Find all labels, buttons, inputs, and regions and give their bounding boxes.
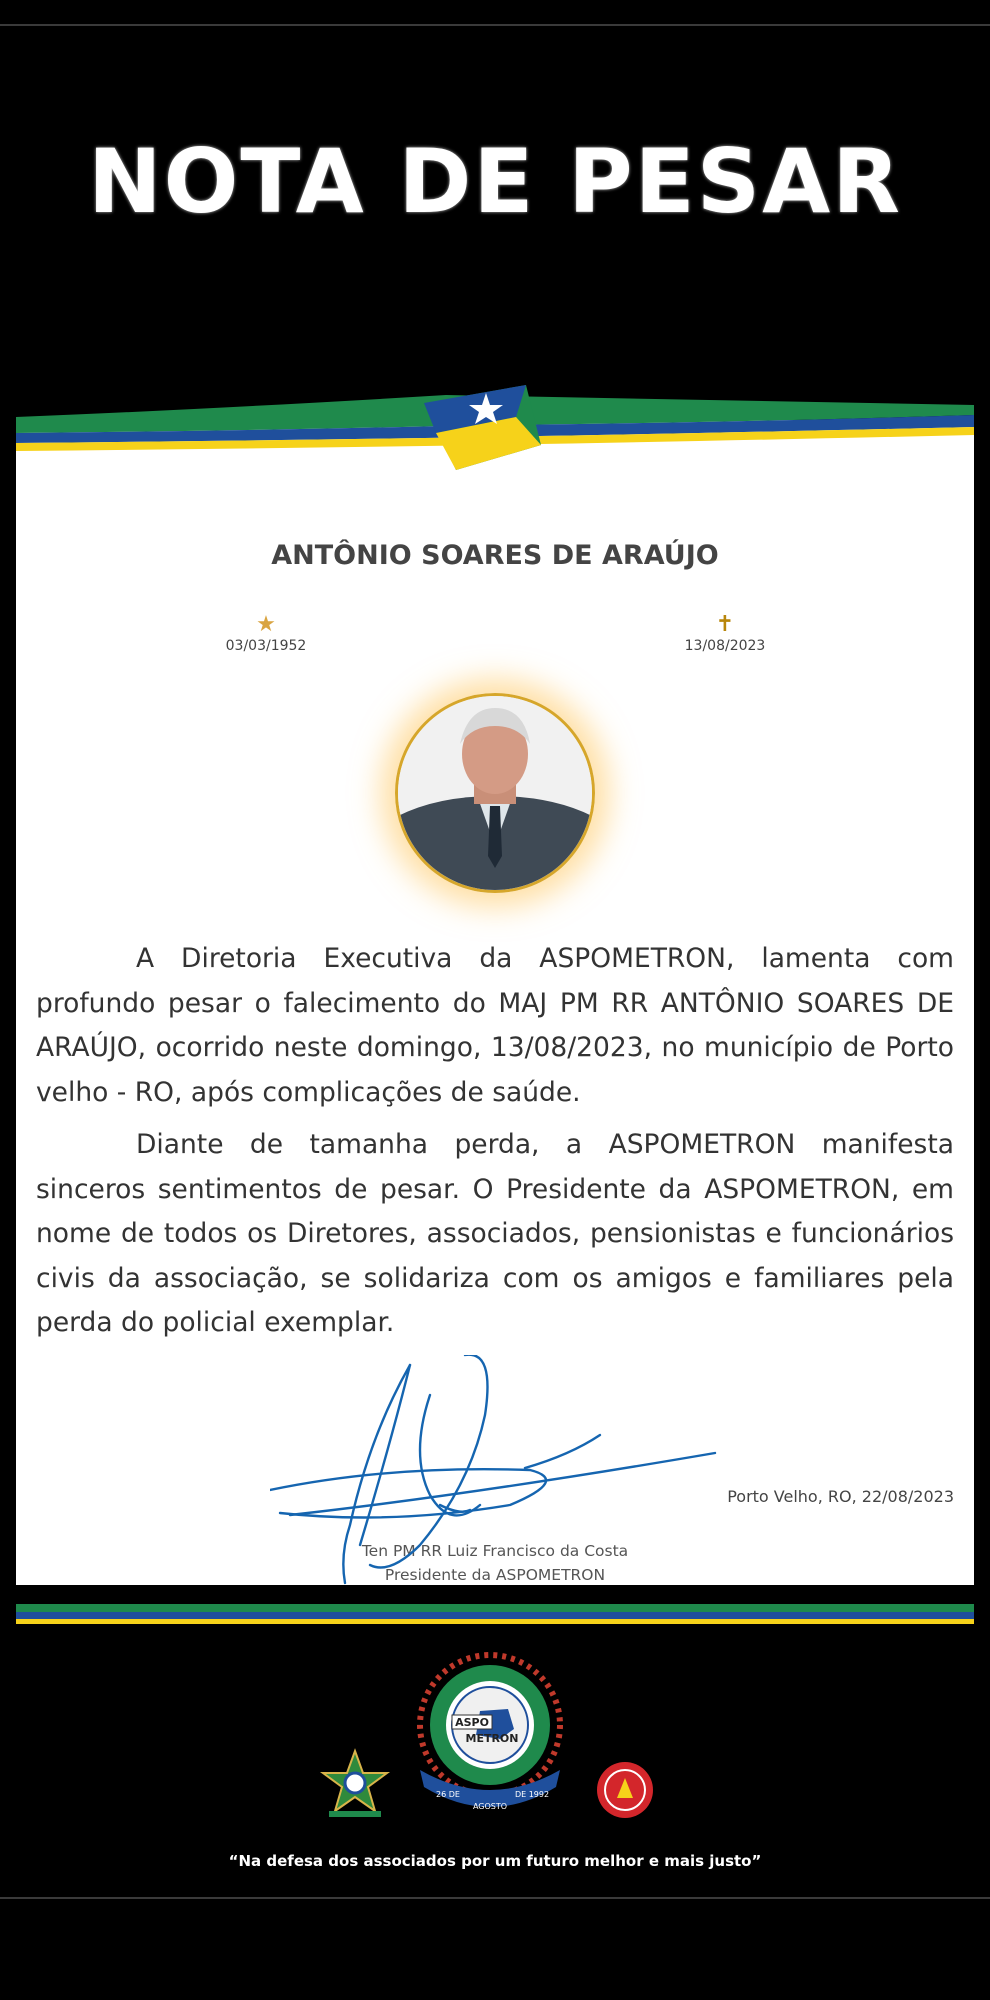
cross-icon: ✝ bbox=[715, 612, 735, 637]
place-and-date: Porto Velho, RO, 22/08/2023 bbox=[727, 1487, 954, 1506]
paragraph-2: Diante de tamanha perda, a ASPOMETRON manifesta sinceros sentimentos de pesar. O Presidente da ASPOMETRON, em nome de todos os Diretores, associados, pensionistas e funcionários civis da associação, se solidariza com os amigos e familiares pela perda do policial exemplar. bbox=[36, 1129, 954, 1338]
slogan: “Na defesa dos associados por um futuro melhor e mais justo” bbox=[228, 1852, 762, 1870]
death-date-block bbox=[645, 612, 805, 654]
ribbon-text-mid: AGOSTO bbox=[472, 1802, 508, 1811]
signatory-role: Presidente da ASPOMETRON bbox=[384, 1566, 606, 1584]
birth-date: 03/03/1952 bbox=[225, 638, 307, 654]
deceased-name: ANTÔNIO SOARES DE ARAÚJO bbox=[271, 540, 719, 571]
signatory-name: Ten PM RR Luiz Francisco da Costa bbox=[361, 1542, 629, 1560]
deceased-photo bbox=[395, 693, 595, 893]
star-icon: ★ bbox=[256, 612, 276, 637]
logo-text-1: ASPO bbox=[455, 1716, 489, 1729]
headline: NOTA DE PESAR bbox=[87, 130, 903, 233]
military-police-emblem-icon bbox=[323, 1751, 387, 1817]
handwritten-signature bbox=[270, 1355, 730, 1585]
ribbon-text-right: DE 1992 bbox=[514, 1790, 550, 1799]
logo-text-2: METRON bbox=[465, 1732, 519, 1745]
fire-department-emblem-icon bbox=[597, 1762, 653, 1818]
ribbon-text-left: 26 DE bbox=[436, 1790, 460, 1799]
top-border bbox=[0, 24, 990, 26]
paragraph-1: A Diretoria Executiva da ASPOMETRON, lamenta com profundo pesar o falecimento do MAJ PM RR ANTÔNIO SOARES DE ARAÚJO, ocorrido neste domingo, 13/08/2023, no município de Porto velho - RO, após complicações de saúde. bbox=[36, 943, 954, 1108]
emblems-row bbox=[0, 1640, 990, 1840]
death-date: 13/08/2023 bbox=[684, 638, 766, 654]
bottom-border bbox=[0, 1897, 990, 1899]
state-flag-banner bbox=[16, 355, 974, 485]
aspometron-logo bbox=[420, 1655, 560, 1811]
bottom-flag-stripe bbox=[16, 1604, 974, 1626]
birth-date-block bbox=[186, 612, 346, 654]
